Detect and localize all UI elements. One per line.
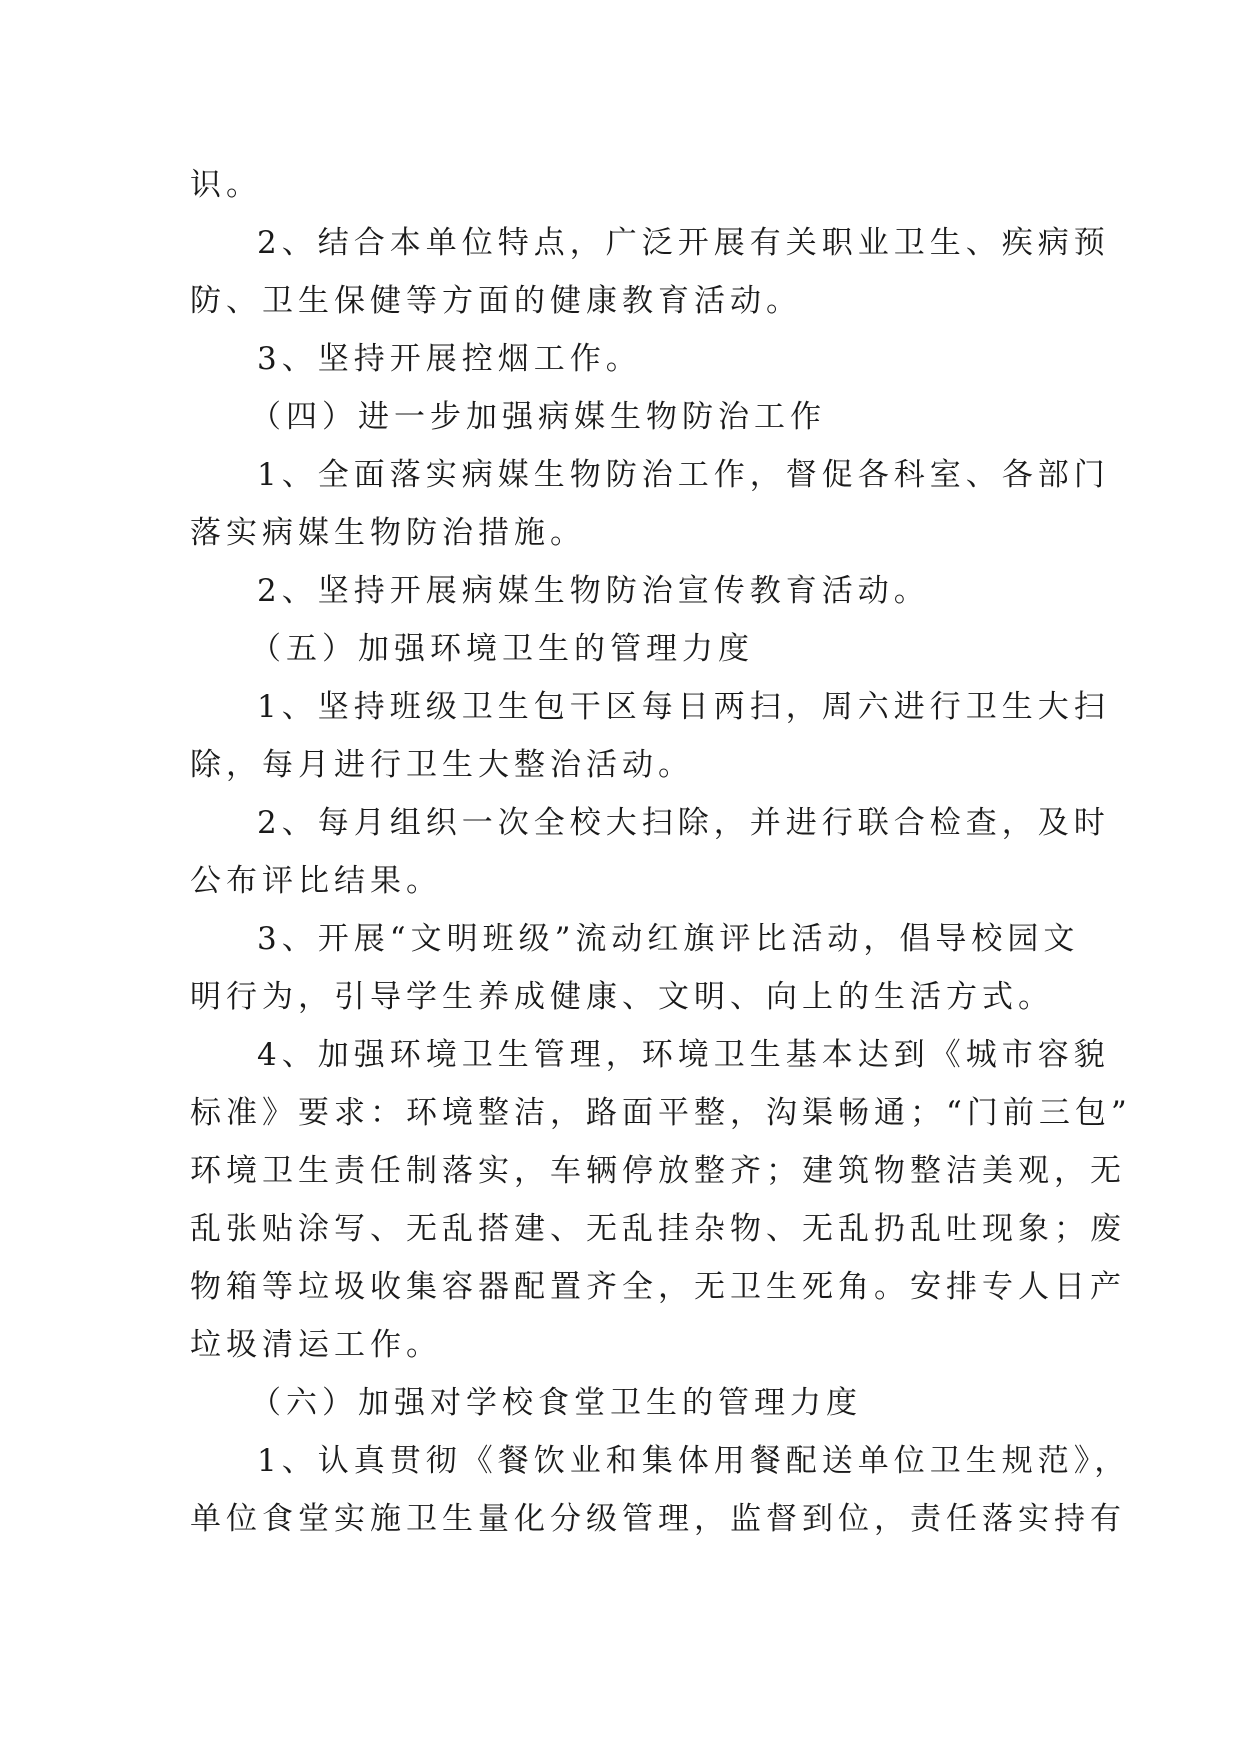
text-line: 1、全面落实病媒生物防治工作，督促各科室、各部门 [257, 457, 1110, 493]
document-body [190, 156, 1132, 1548]
text-line: 公布评比结果。 [190, 863, 442, 899]
section-heading: （六）加强对学校食堂卫生的管理力度 [250, 1385, 862, 1421]
text-line: 垃圾清运工作。 [190, 1327, 442, 1363]
text-line: 环境卫生责任制落实，车辆停放整齐；建筑物整洁美观，无 [190, 1153, 1126, 1189]
text-line: 单位食堂实施卫生量化分级管理，监督到位，责任落实持有 [190, 1501, 1126, 1537]
text-line: 3、坚持开展控烟工作。 [257, 341, 642, 377]
text-line: 1、认真贯彻《餐饮业和集体用餐配送单位卫生规范》， [257, 1443, 1131, 1479]
text-line: 防、卫生保健等方面的健康教育活动。 [190, 283, 802, 319]
text-line: 落实病媒生物防治措施。 [190, 515, 586, 551]
text-line: 标准》要求：环境整洁，路面平整，沟渠畅通；“门前三包” [190, 1095, 1132, 1131]
text-line: 物箱等垃圾收集容器配置齐全，无卫生死角。安排专人日产 [190, 1269, 1126, 1305]
section-heading: （五）加强环境卫生的管理力度 [250, 631, 754, 667]
text-line: 2、坚持开展病媒生物防治宣传教育活动。 [257, 573, 930, 609]
text-line: 3、开展“文明班级”流动红旗评比活动，倡导校园文 [257, 921, 1080, 957]
text-line: 2、结合本单位特点，广泛开展有关职业卫生、疾病预 [257, 225, 1110, 261]
text-line: 明行为，引导学生养成健康、文明、向上的生活方式。 [190, 979, 1054, 1015]
text-line: 除，每月进行卫生大整治活动。 [190, 747, 694, 783]
text-line: 2、每月组织一次全校大扫除，并进行联合检查，及时 [257, 805, 1110, 841]
text-line: 识。 [190, 167, 262, 203]
text-line: 4、加强环境卫生管理，环境卫生基本达到《城市容貌 [257, 1037, 1110, 1073]
text-line: 乱张贴涂写、无乱搭建、无乱挂杂物、无乱扔乱吐现象；废 [190, 1211, 1126, 1247]
text-line: 1、坚持班级卫生包干区每日两扫，周六进行卫生大扫 [257, 689, 1110, 725]
section-heading: （四）进一步加强病媒生物防治工作 [250, 399, 826, 435]
